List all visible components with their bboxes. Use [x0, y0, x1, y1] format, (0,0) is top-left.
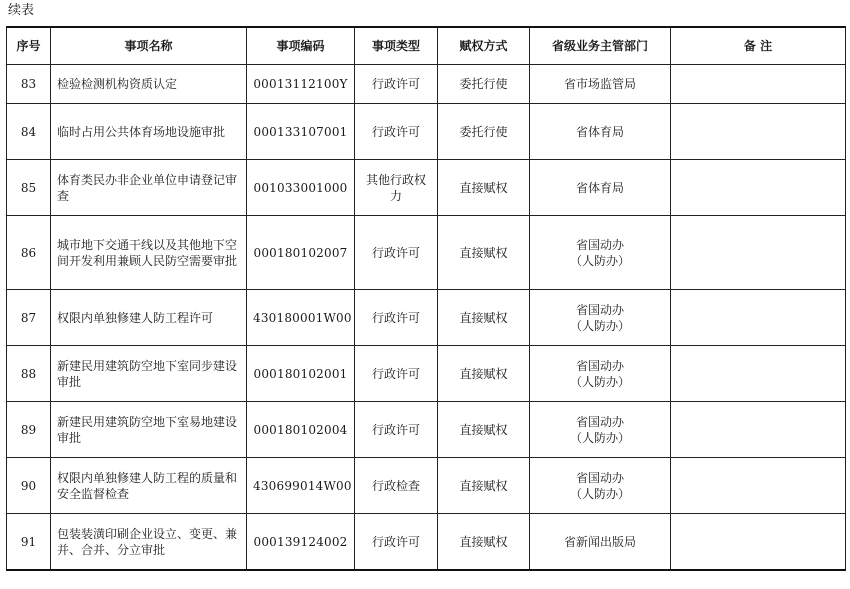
cell-type: 行政许可	[355, 104, 438, 160]
cell-type: 行政检查	[355, 458, 438, 514]
cell-seq: 87	[7, 290, 51, 346]
cell-seq: 85	[7, 160, 51, 216]
cell-type: 行政许可	[355, 514, 438, 571]
header-seq: 序号	[7, 27, 51, 65]
cell-name: 新建民用建筑防空地下室同步建设审批	[51, 346, 247, 402]
cell-name: 新建民用建筑防空地下室易地建设审批	[51, 402, 247, 458]
cell-seq: 89	[7, 402, 51, 458]
cell-name: 体育类民办非企业单位申请登记审查	[51, 160, 247, 216]
cell-dept	[530, 104, 671, 160]
dept-line2: （人防办）	[569, 486, 630, 501]
table-row	[7, 104, 846, 160]
table-row	[7, 514, 846, 571]
cell-name: 城市地下交通干线以及其他地下空间开发利用兼顾人民防空需要审批	[51, 216, 247, 290]
table-row	[7, 65, 846, 104]
cell-type: 行政许可	[355, 216, 438, 290]
cell-method: 直接赋权	[438, 402, 530, 458]
cell-seq: 88	[7, 346, 51, 402]
header-code: 事项编码	[247, 27, 355, 65]
header-type: 事项类型	[355, 27, 438, 65]
cell-dept	[530, 160, 671, 216]
cell-remark	[671, 104, 846, 160]
table-header-row	[7, 27, 846, 65]
table-row	[7, 458, 846, 514]
cell-dept	[530, 216, 671, 290]
cell-type: 行政许可	[355, 402, 438, 458]
cell-dept	[530, 290, 671, 346]
table-row	[7, 346, 846, 402]
cell-method: 直接赋权	[438, 216, 530, 290]
table-row	[7, 216, 846, 290]
dept-line1: 省国动办	[575, 237, 624, 252]
dept-line2: （人防办）	[569, 318, 630, 333]
table-row	[7, 160, 846, 216]
dept-line1: 省国动办	[575, 414, 624, 429]
cell-method: 直接赋权	[438, 160, 530, 216]
cell-remark	[671, 514, 846, 571]
cell-type: 其他行政权力	[355, 160, 438, 216]
cell-code: 000139124002	[247, 514, 355, 571]
cell-code: 000180102001	[247, 346, 355, 402]
cell-remark	[671, 346, 846, 402]
cell-name: 包装装潢印刷企业设立、变更、兼并、合并、分立审批	[51, 514, 247, 571]
dept-line1: 省市场监管局	[563, 77, 636, 91]
cell-code: 000133107001	[247, 104, 355, 160]
dept-line1: 省国动办	[575, 358, 624, 373]
cell-method: 直接赋权	[438, 346, 530, 402]
cell-code: 000180102007	[247, 216, 355, 290]
cell-code: 00013112100Y	[247, 65, 355, 104]
cell-method: 直接赋权	[438, 458, 530, 514]
cell-dept	[530, 65, 671, 104]
cell-seq: 84	[7, 104, 51, 160]
matters-table	[6, 26, 846, 571]
cell-type: 行政许可	[355, 65, 438, 104]
dept-line2: （人防办）	[569, 374, 630, 389]
header-dept: 省级业务主管部门	[530, 27, 671, 65]
continued-label: 续表	[8, 3, 35, 18]
header-remark: 备 注	[671, 27, 846, 65]
cell-remark	[671, 402, 846, 458]
cell-remark	[671, 216, 846, 290]
cell-remark	[671, 458, 846, 514]
cell-remark	[671, 65, 846, 104]
cell-name: 检验检测机构资质认定	[51, 65, 247, 104]
cell-type: 行政许可	[355, 346, 438, 402]
cell-remark	[671, 290, 846, 346]
dept-line1: 省体育局	[575, 124, 624, 139]
cell-method: 委托行使	[438, 65, 530, 104]
cell-dept	[530, 458, 671, 514]
cell-seq: 90	[7, 458, 51, 514]
table-row	[7, 290, 846, 346]
cell-name: 权限内单独修建人防工程许可	[51, 290, 247, 346]
cell-method: 委托行使	[438, 104, 530, 160]
cell-seq: 86	[7, 216, 51, 290]
dept-line2: （人防办）	[569, 430, 630, 445]
dept-line1: 省国动办	[575, 302, 624, 317]
cell-name: 临时占用公共体育场地设施审批	[51, 104, 247, 160]
cell-code: 001033001000	[247, 160, 355, 216]
cell-code: 000180102004	[247, 402, 355, 458]
header-name: 事项名称	[51, 27, 247, 65]
table-row	[7, 402, 846, 458]
header-method: 赋权方式	[438, 27, 530, 65]
dept-line1: 省国动办	[575, 470, 624, 485]
cell-seq: 83	[7, 65, 51, 104]
cell-code: 430180001W00	[247, 290, 355, 346]
cell-remark	[671, 160, 846, 216]
cell-method: 直接赋权	[438, 290, 530, 346]
dept-line1: 省新闻出版局	[563, 534, 636, 549]
cell-code: 430699014W00	[247, 458, 355, 514]
cell-dept	[530, 514, 671, 571]
cell-dept	[530, 346, 671, 402]
cell-seq: 91	[7, 514, 51, 571]
dept-line2: （人防办）	[569, 253, 630, 268]
cell-dept	[530, 402, 671, 458]
cell-type: 行政许可	[355, 290, 438, 346]
cell-name: 权限内单独修建人防工程的质量和安全监督检查	[51, 458, 247, 514]
cell-method: 直接赋权	[438, 514, 530, 571]
dept-line1: 省体育局	[575, 180, 624, 195]
